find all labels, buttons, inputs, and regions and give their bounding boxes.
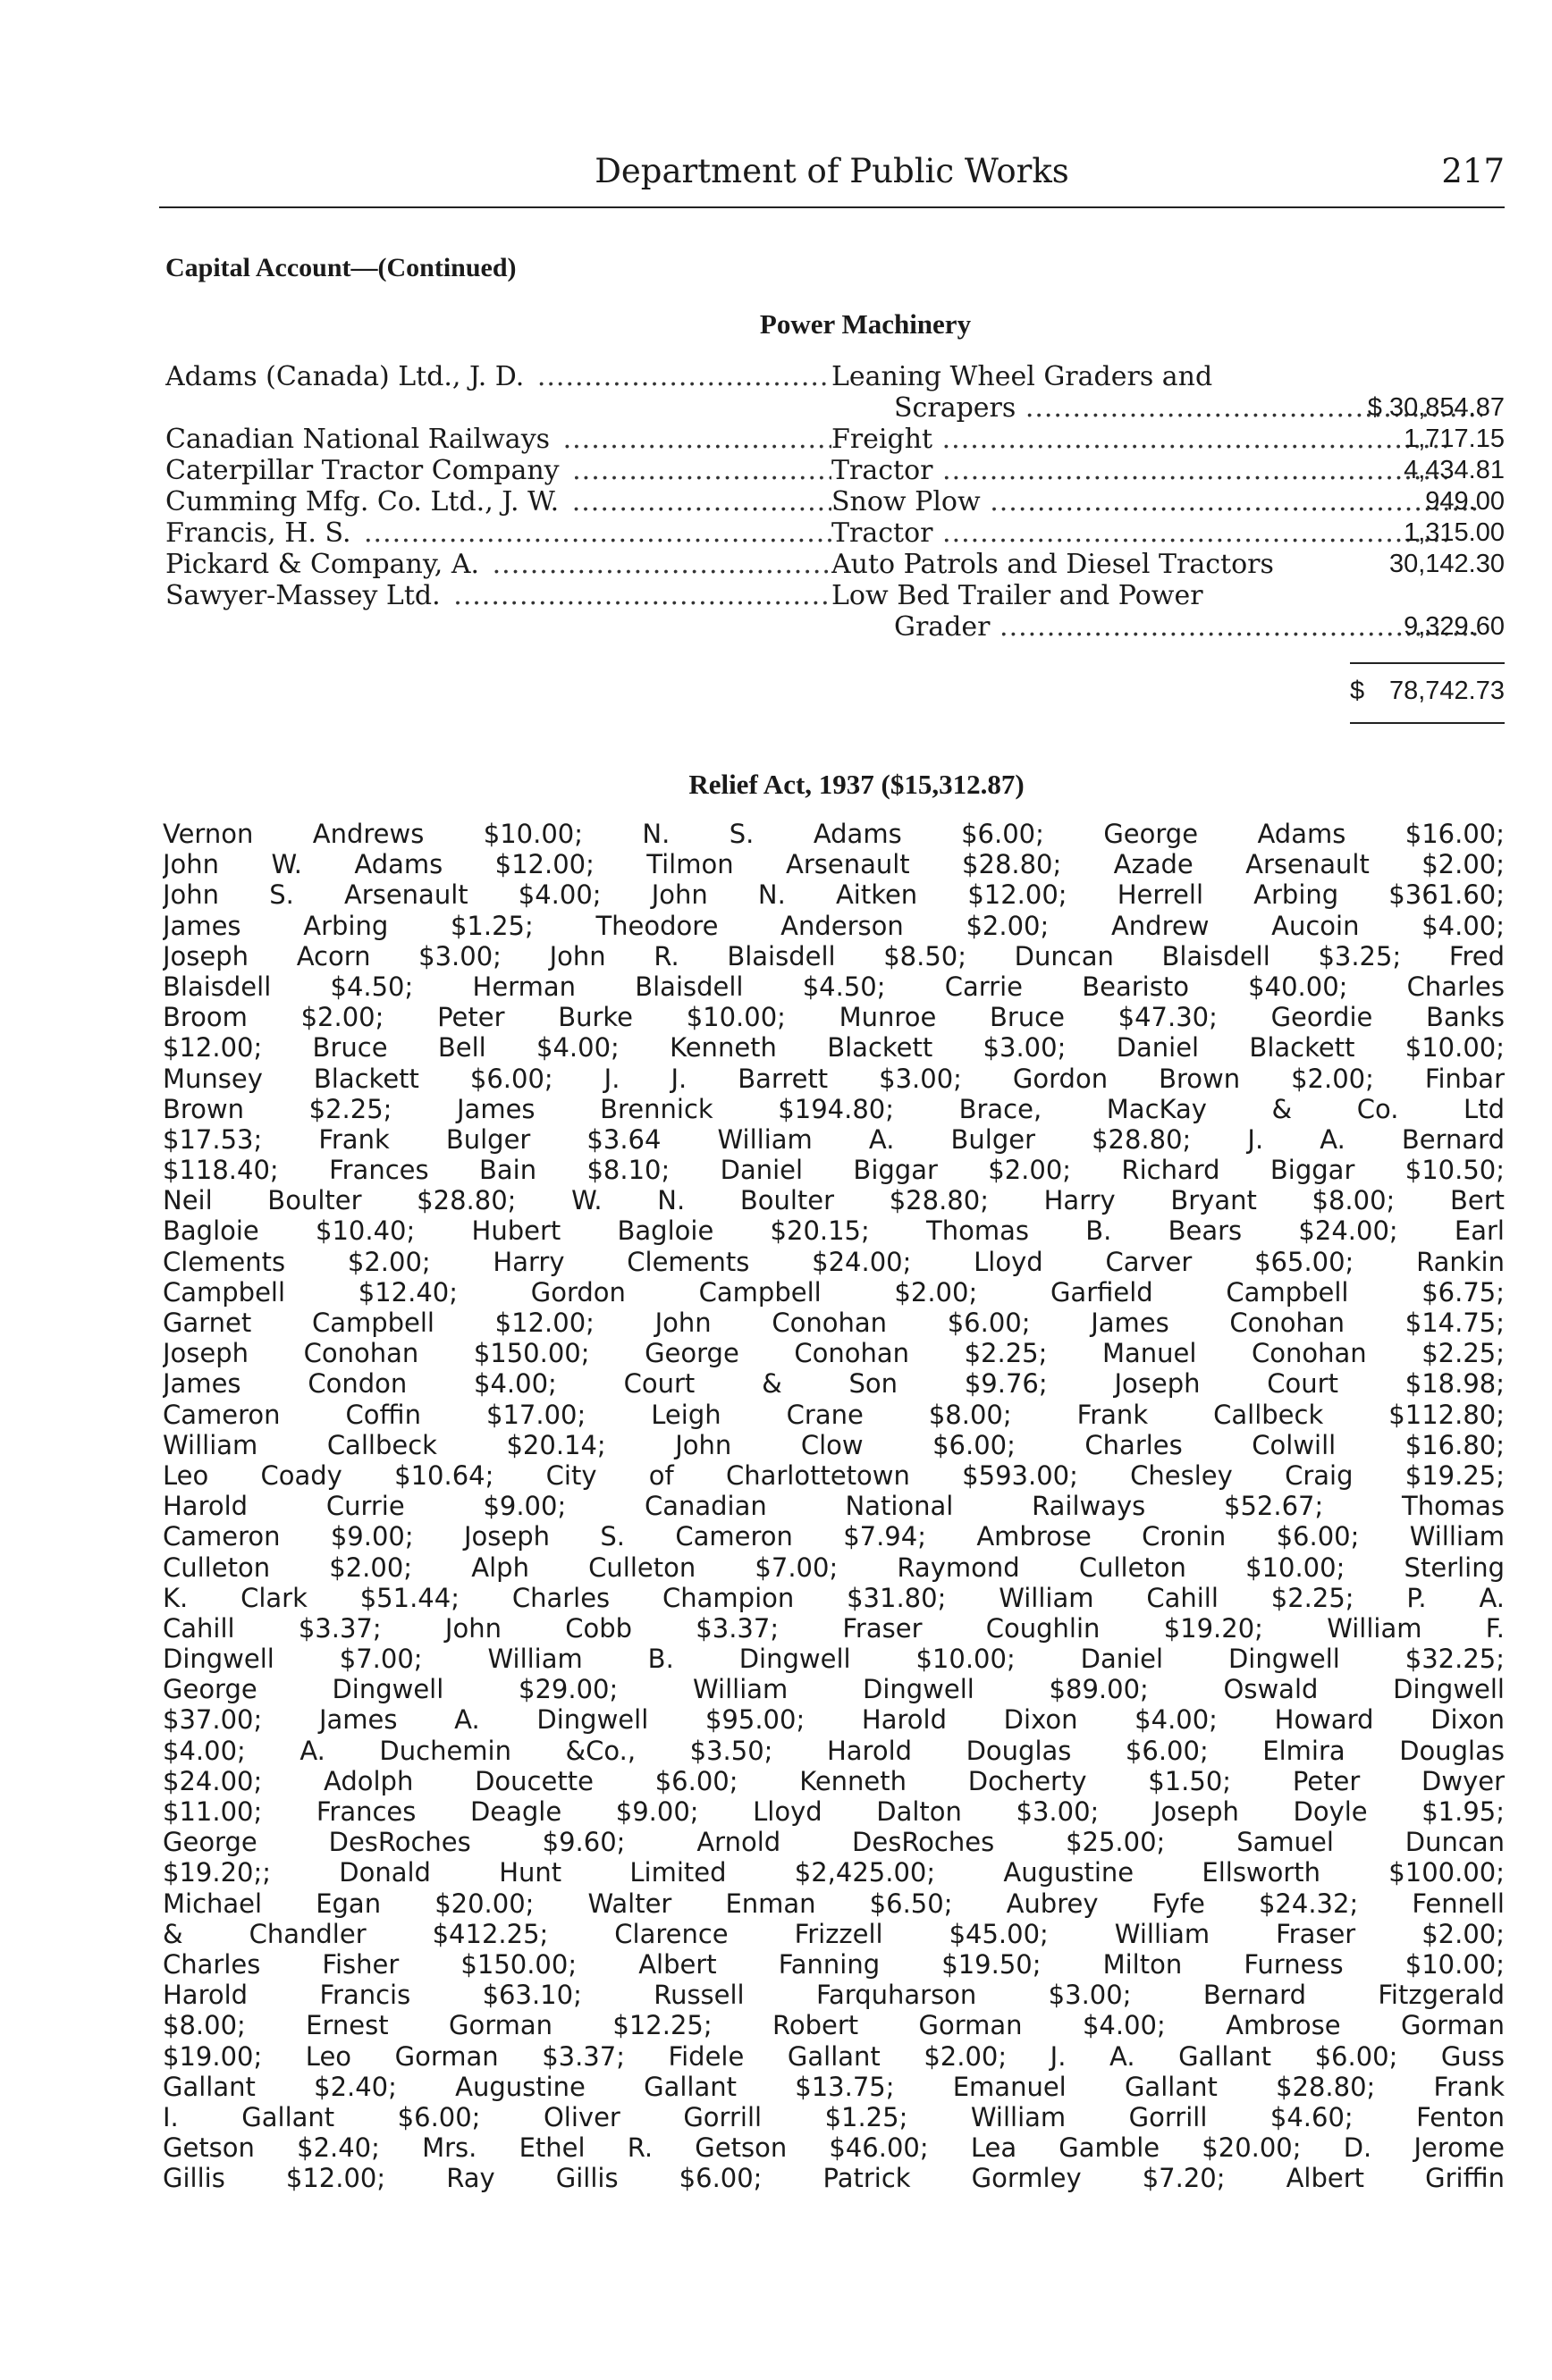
- relief-line: George Dingwell $29.00; William Dingwell $89.00; Oswald Dingwell: [163, 1674, 1505, 1705]
- relief-line: & Chandler $412.25; Clarence Frizzell $45.00; William Fraser $2.00;: [163, 1918, 1505, 1949]
- ledger-row: [165, 455, 1505, 486]
- relief-line: Bagloie $10.40; Hubert Bagloie $20.15; Thomas B. Bears $24.00; Earl: [163, 1215, 1505, 1247]
- amount: $ 30,854.87: [1367, 393, 1505, 422]
- relief-line: John W. Adams $12.00; Tilmon Arsenault $28.80; Azade Arsenault $2.00;: [163, 849, 1505, 880]
- relief-line: Brown $2.25; James Brennick $194.80; Brace, MacKay & Co. Ltd: [163, 1093, 1505, 1124]
- relief-line: $11.00; Frances Deagle $9.00; Lloyd Dalton $3.00; Joseph Doyle $1.95;: [163, 1796, 1505, 1827]
- relief-line: $8.00; Ernest Gorman $12.25; Robert Gorman $4.00; Ambrose Gorman: [163, 2010, 1505, 2041]
- amount: 9,329.60: [1404, 612, 1505, 641]
- relief-line: Harold Currie $9.00; Canadian National Railways $52.67; Thomas: [163, 1491, 1505, 1522]
- item-description: Freight .....: [831, 424, 1482, 455]
- relief-line: Charles Fisher $150.00; Albert Fanning $19.50; Milton Furness $10.00;: [163, 1948, 1505, 1980]
- ledger-row: [165, 517, 1505, 549]
- relief-line: Getson $2.40; Mrs. Ethel R. Getson $46.00; Lea Gamble $20.00; D. Jerome: [163, 2132, 1505, 2164]
- relief-line: Culleton $2.00; Alph Culleton $7.00; Raymond Culleton $10.00; Sterling: [163, 1552, 1505, 1583]
- amount: 30,142.30: [1388, 550, 1505, 578]
- relief-line: James Condon $4.00; Court & Son $9.76; Joseph Court $18.98;: [163, 1368, 1505, 1400]
- header-rule: [159, 206, 1505, 208]
- relief-line: Campbell $12.40; Gordon Campbell $2.00; Garfield Campbell $6.75;: [163, 1276, 1505, 1308]
- ledger-row: [165, 549, 1505, 580]
- relief-line: Garnet Campbell $12.00; John Conohan $6.00; James Conohan $14.75;: [163, 1308, 1505, 1338]
- relief-line: George DesRoches $9.60; Arnold DesRoches $25.00; Samuel Duncan: [163, 1827, 1505, 1858]
- relief-line: $19.20;; Donald Hunt Limited $2,425.00; Augustine Ellsworth $100.00;: [163, 1857, 1505, 1888]
- relief-line: Joseph Acorn $3.00; John R. Blaisdell $8.50; Duncan Blaisdell $3.25; Fred: [163, 940, 1505, 971]
- relief-line: Cameron $9.00; Joseph S. Cameron $7.94; Ambrose Cronin $6.00; William: [163, 1521, 1505, 1552]
- relief-line: Clements $2.00; Harry Clements $24.00; Lloyd Carver $65.00; Rankin: [163, 1246, 1505, 1277]
- relief-line: $24.00; Adolph Doucette $6.00; Kenneth Docherty $1.50; Peter Dwyer: [163, 1765, 1505, 1796]
- relief-line: Gillis $12.00; Ray Gillis $6.00; Patrick Gormley $7.20; Albert Griffin: [163, 2163, 1505, 2194]
- relief-line: Cameron Coffin $17.00; Leigh Crane $8.00; Frank Callbeck $112.80;: [163, 1399, 1505, 1430]
- page-header: [159, 152, 1505, 206]
- relief-line: I. Gallant $6.00; Oliver Gorrill $1.25; William Gorrill $4.60; Fenton: [163, 2101, 1505, 2132]
- relief-act-heading: Relief Act, 1937 ($15,312.87): [688, 769, 1025, 800]
- relief-line: Cahill $3.37; John Cobb $3.37; Fraser Coughlin $19.20; William F.: [163, 1612, 1505, 1644]
- vendor-name: Canadian National Railways: [165, 424, 553, 455]
- vendor-name: Pickard & Company, A.: [165, 549, 483, 580]
- relief-line: Neil Boulter $28.80; W. N. Boulter $28.80; Harry Bryant $8.00; Bert: [163, 1185, 1505, 1216]
- amount: 1,315.00: [1404, 518, 1505, 547]
- total-value: 78,742.73: [1388, 677, 1505, 705]
- relief-line: Broom $2.00; Peter Burke $10.00; Munroe Bruce $47.30; Geordie Banks: [163, 1002, 1505, 1033]
- power-machinery-ledger: [165, 361, 1505, 643]
- vendor-name: Cumming Mfg. Co. Ltd., J. W.: [165, 486, 562, 517]
- item-description: Low Bed Trailer and Power: [831, 580, 1203, 611]
- total-rule: [1350, 722, 1505, 724]
- relief-line: James Arbing $1.25; Theodore Anderson $2.00; Andrew Aucoin $4.00;: [163, 910, 1505, 941]
- relief-line: William Callbeck $20.14; John Clow $6.00; Charles Colwill $16.80;: [163, 1429, 1505, 1460]
- amount: 4,434.81: [1404, 456, 1505, 484]
- amount: 1,717.15: [1404, 425, 1505, 453]
- sum-rule: [1350, 662, 1505, 664]
- relief-line: Joseph Conohan $150.00; George Conohan $2.25; Manuel Conohan $2.25;: [163, 1338, 1505, 1369]
- item-description: Leaning Wheel Graders and: [831, 361, 1213, 392]
- ledger-row: [165, 361, 1505, 424]
- vendor-name: Sawyer-Massey Ltd.: [165, 580, 444, 611]
- power-machinery-heading: Power Machinery: [759, 308, 972, 340]
- relief-line: $37.00; James A. Dingwell $95.00; Harold Dixon $4.00; Howard Dixon: [163, 1704, 1505, 1736]
- ledger-row: [165, 486, 1505, 517]
- item-description: Snow Plow .....: [831, 486, 1482, 517]
- vendor-name: Francis, H. S.: [165, 517, 354, 549]
- relief-line: Blaisdell $4.50; Herman Blaisdell $4.50; Carrie Bearisto $40.00; Charles: [163, 971, 1505, 1002]
- item-description: Tractor .....: [831, 455, 1482, 486]
- relief-line: Harold Francis $63.10; Russell Farquharson $3.00; Bernard Fitzgerald: [163, 1980, 1505, 2011]
- running-head: Department of Public Works: [595, 152, 1069, 190]
- page-number: 217: [1441, 152, 1505, 190]
- relief-line: Dingwell $7.00; William B. Dingwell $10.00; Daniel Dingwell $32.25;: [163, 1644, 1505, 1675]
- relief-line: Leo Coady $10.64; City of Charlottetown $593.00; Chesley Craig $19.25;: [163, 1459, 1505, 1491]
- relief-line: $118.40; Frances Bain $8.10; Daniel Biggar $2.00; Richard Biggar $10.50;: [163, 1155, 1505, 1186]
- relief-line: $17.53; Frank Bulger $3.64 William A. Bulger $28.80; J. A. Bernard: [163, 1123, 1505, 1155]
- relief-line: $4.00; A. Duchemin &Co., $3.50; Harold Douglas $6.00; Elmira Douglas: [163, 1735, 1505, 1766]
- relief-line: John S. Arsenault $4.00; John N. Aitken $12.00; Herrell Arbing $361.60;: [163, 879, 1505, 911]
- item-description-continued: Grader .....: [831, 611, 1482, 643]
- relief-line: Gallant $2.40; Augustine Gallant $13.75; Emanuel Gallant $28.80; Frank: [163, 2071, 1505, 2102]
- vendor-name: Caterpillar Tractor Company: [165, 455, 563, 486]
- relief-line: Vernon Andrews $10.00; N. S. Adams $6.00; George Adams $16.00;: [163, 819, 1505, 849]
- relief-line: $19.00; Leo Gorman $3.37; Fidele Gallant $2.00; J. A. Gallant $6.00; Guss: [163, 2040, 1505, 2072]
- relief-payments-text: [163, 819, 1505, 2193]
- item-description: Auto Patrols and Diesel Tractors: [831, 549, 1274, 580]
- relief-line: Munsey Blackett $6.00; J. J. Barrett $3.00; Gordon Brown $2.00; Finbar: [163, 1063, 1505, 1094]
- relief-line: $12.00; Bruce Bell $4.00; Kenneth Blackett $3.00; Daniel Blackett $10.00;: [163, 1032, 1505, 1064]
- vendor-name: Adams (Canada) Ltd., J. D.: [165, 361, 527, 392]
- ledger-row: [165, 424, 1505, 455]
- item-description: Tractor .....: [831, 517, 1482, 549]
- item-description-continued: Scrapers .....: [831, 392, 1482, 424]
- amount: 949.00: [1425, 487, 1505, 516]
- total-currency: $: [1350, 677, 1365, 705]
- relief-line: Michael Egan $20.00; Walter Enman $6.50; Aubrey Fyfe $24.32; Fennell: [163, 1888, 1505, 1919]
- relief-line: K. Clark $51.44; Charles Champion $31.80; William Cahill $2.25; P. A.: [163, 1582, 1505, 1613]
- ledger-row: [165, 580, 1505, 643]
- section-title: Capital Account—(Continued): [165, 253, 517, 282]
